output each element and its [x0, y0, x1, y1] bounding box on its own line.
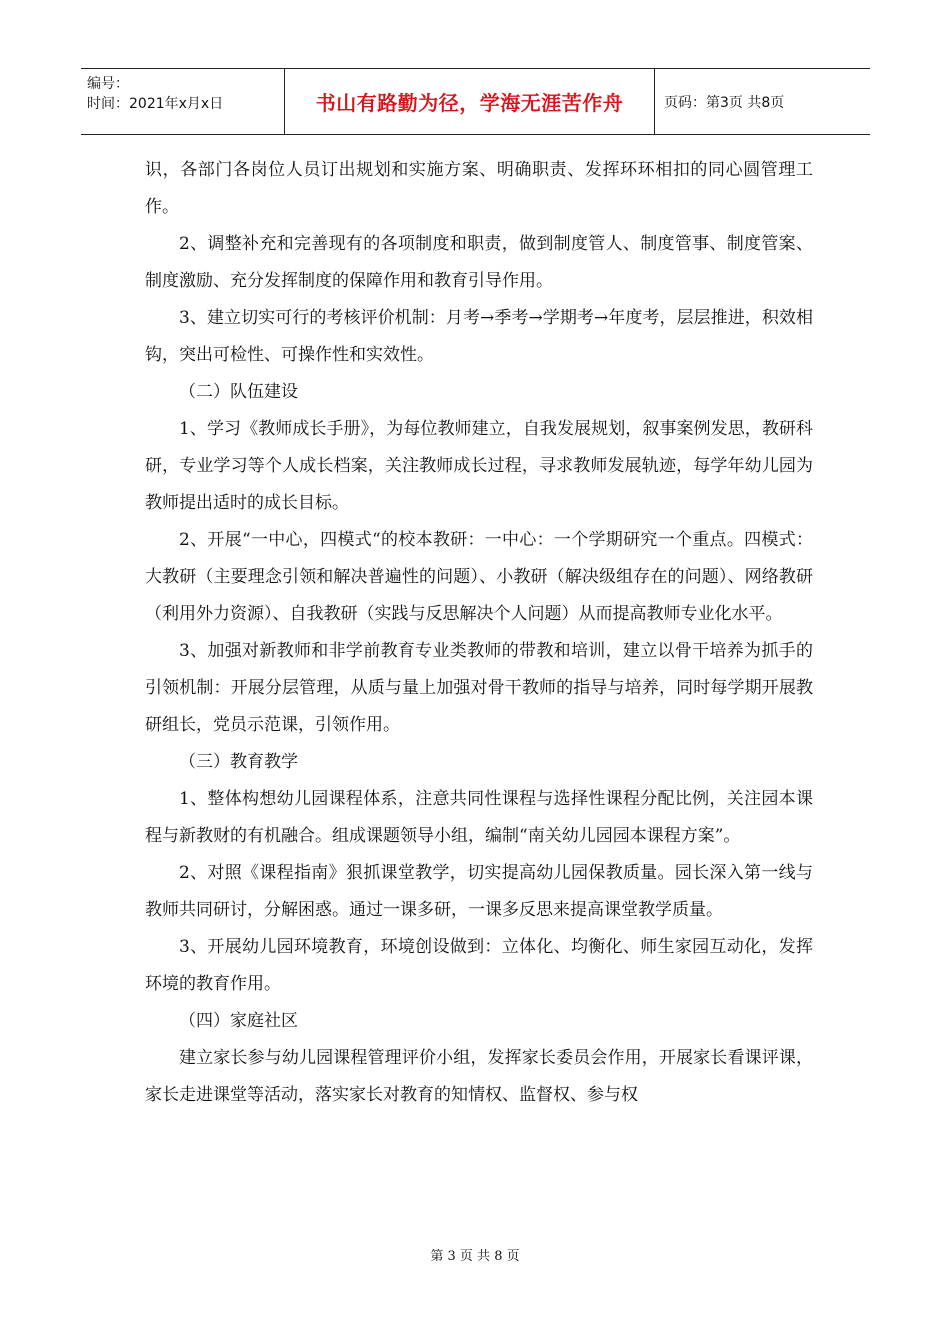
paragraph: 建立家长参与幼儿园课程管理评价小组，发挥家长委员会作用，开展家长看课评课，家长走进课堂等活动，落实家长对教育的知情权、监督权、参与权: [145, 1048, 813, 1105]
document-number-label: 编号：: [87, 76, 129, 92]
header-info-cell: [81, 69, 285, 134]
paragraph: 3、建立切实可行的考核评价机制：月考→季考→学期考→年度考，层层推进，积效相钩，突出可检性、可操作性和实效性。: [145, 308, 813, 365]
header-motto: 书山有路勤为径，学海无涯苦作舟: [315, 91, 624, 115]
paragraph: 1、整体构想幼儿园课程体系，注意共同性课程与选择性课程分配比例，关注园本课程与新教财的有机融合。组成课题领导小组，编制“南关幼儿园园本课程方案”。: [145, 789, 813, 846]
paragraph: 3、开展幼儿园环境教育，环境创设做到：立体化、均衡化、师生家园互动化，发挥环境的教育作用。: [145, 937, 813, 994]
footer-page-number: 第 3 页 共 8 页: [430, 1249, 520, 1264]
header-page-number: 页码：第3页 共8页: [664, 94, 785, 111]
section-heading: （四）家庭社区: [179, 1011, 298, 1031]
document-date-label: 时间：2021年x月x日: [87, 96, 224, 112]
header-motto-cell: [285, 69, 655, 134]
paragraph: 2、对照《课程指南》狠抓课堂教学，切实提高幼儿园保教质量。园长深入第一线与教师共同研讨，分解困惑。通过一课多研，一课多反思来提高课堂教学质量。: [145, 863, 813, 920]
paragraph: 1、学习《教师成长手册》，为每位教师建立，自我发展规划，叙事案例发思，教研科研，专业学习等个人成长档案，关注教师成长过程，寻求教师发展轨迹，每学年幼儿园为教师提出适时的成长目标。: [145, 419, 813, 513]
paragraph: 3、加强对新教师和非学前教育专业类教师的带教和培训，建立以骨干培养为抓手的引领机制：开展分层管理，从质与量上加强对骨干教师的指导与培养，同时每学期开展教研组长，党员示范课，引领作用。: [145, 641, 813, 735]
paragraph: 识，各部门各岗位人员订出规划和实施方案、明确职责、发挥环环相扣的同心圆管理工作。: [145, 160, 813, 217]
paragraph: 2、开展“一中心，四模式“的校本教研：一中心：一个学期研究一个重点。四模式：大教研（主要理念引领和解决普遍性的问题）、小教研（解决级组存在的问题）、网络教研（利用外力资源）、自我教研（实践与反思解决个人问题）从而提高教师专业化水平。: [145, 530, 813, 624]
section-heading: （三）教育教学: [179, 752, 298, 772]
paragraph: 2、调整补充和完善现有的各项制度和职责，做到制度管人、制度管事、制度管案、制度激励、充分发挥制度的保障作用和教育引导作用。: [145, 234, 813, 291]
header-page-cell: [655, 69, 870, 134]
section-heading: （二）队伍建设: [179, 382, 298, 402]
page-footer: [0, 1245, 950, 1264]
document-body: [145, 152, 813, 1114]
page-header: [81, 68, 870, 135]
